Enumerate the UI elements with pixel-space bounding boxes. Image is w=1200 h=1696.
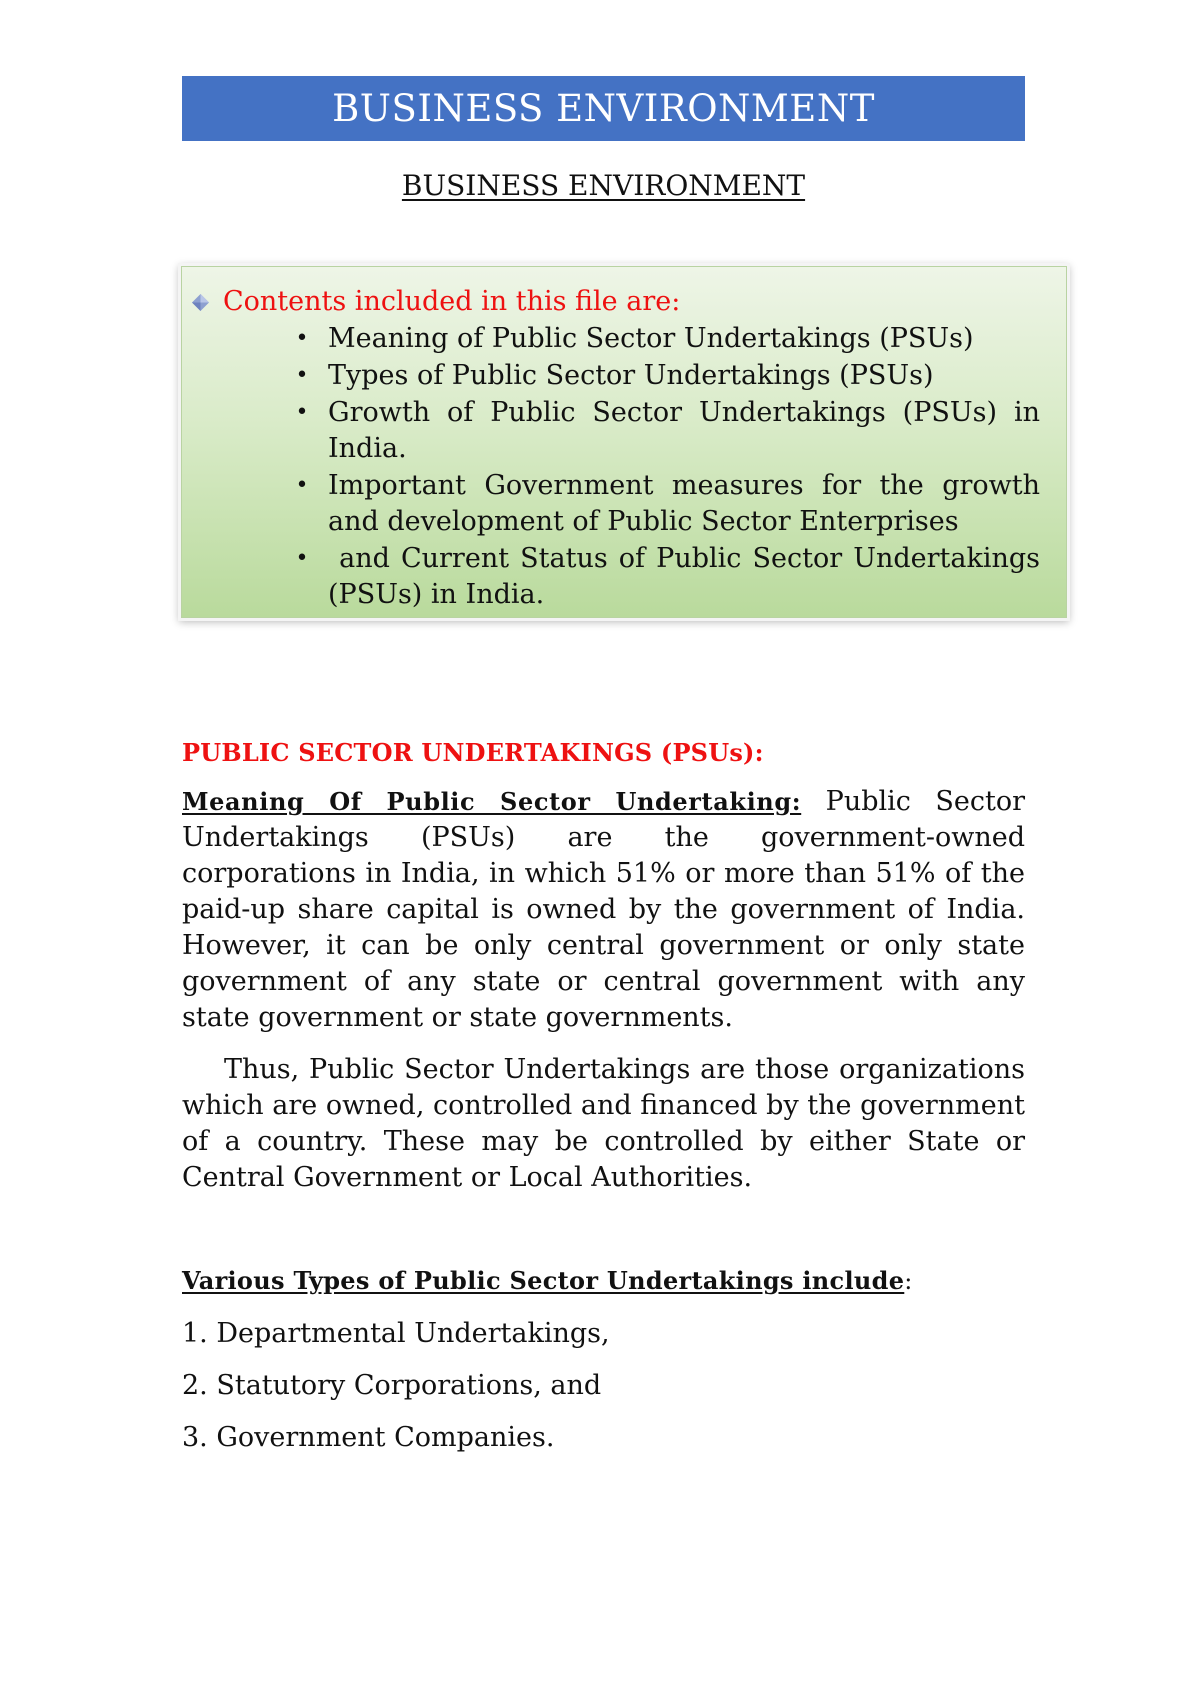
types-list-item: 2. Statutory Corporations, and — [182, 1370, 602, 1401]
bullet-icon: • — [295, 400, 309, 425]
types-heading-text: Various Types of Public Sector Undertakings include — [182, 1266, 905, 1295]
list-item: • Important Government measures for the growth and development of Public Sector Enterprises — [328, 468, 1040, 540]
contents-heading-text: Contents included in this file are: — [223, 286, 681, 317]
bullet-icon: • — [295, 363, 309, 388]
thus-paragraph: Thus, Public Sector Undertakings are those organizations which are owned, controlled and financed by the government of a country. These may be controlled by either State or Central Government or Local Authorities. — [182, 1054, 1025, 1193]
list-item: • Growth of Public Sector Undertakings (PSUs) in India. — [328, 395, 1040, 467]
bullet-icon: • — [295, 546, 309, 571]
contents-list — [295, 321, 1049, 614]
diamond-bullet-icon — [192, 294, 209, 311]
title-banner: BUSINESS ENVIRONMENT — [182, 76, 1025, 141]
contents-heading — [186, 285, 680, 319]
list-item: • Types of Public Sector Undertakings (PSUs) — [328, 358, 1040, 394]
bullet-icon: • — [295, 473, 309, 498]
section-title: PUBLIC SECTOR UNDERTAKINGS (PSUs): — [182, 738, 764, 767]
meaning-label: Meaning Of Public Sector Undertaking: — [182, 787, 802, 816]
list-item: • Meaning of Public Sector Undertakings (PSUs) — [328, 321, 1040, 357]
bullet-icon: • — [295, 326, 309, 351]
list-item: • and Current Status of Public Sector Undertakings (PSUs) in India. — [328, 541, 1040, 613]
types-heading — [182, 1263, 912, 1299]
meaning-paragraph — [182, 784, 1025, 1036]
subtitle-text: BUSINESS ENVIRONMENT — [401, 169, 806, 202]
contents-box — [181, 266, 1067, 618]
page-subtitle — [182, 168, 1025, 204]
types-list-item: 3. Government Companies. — [182, 1422, 555, 1453]
types-heading-suffix: : — [904, 1267, 913, 1295]
meaning-text: Public Sector Undertakings (PSUs) are the government-owned corporations in India, in which 51% or more than 51% of the paid-up share capital is owned by the government of India. However, it can be only central government or only state government of any state or central government with any state government or state governments. — [182, 786, 1025, 1033]
types-list-item: 1. Departmental Undertakings, — [182, 1318, 610, 1349]
